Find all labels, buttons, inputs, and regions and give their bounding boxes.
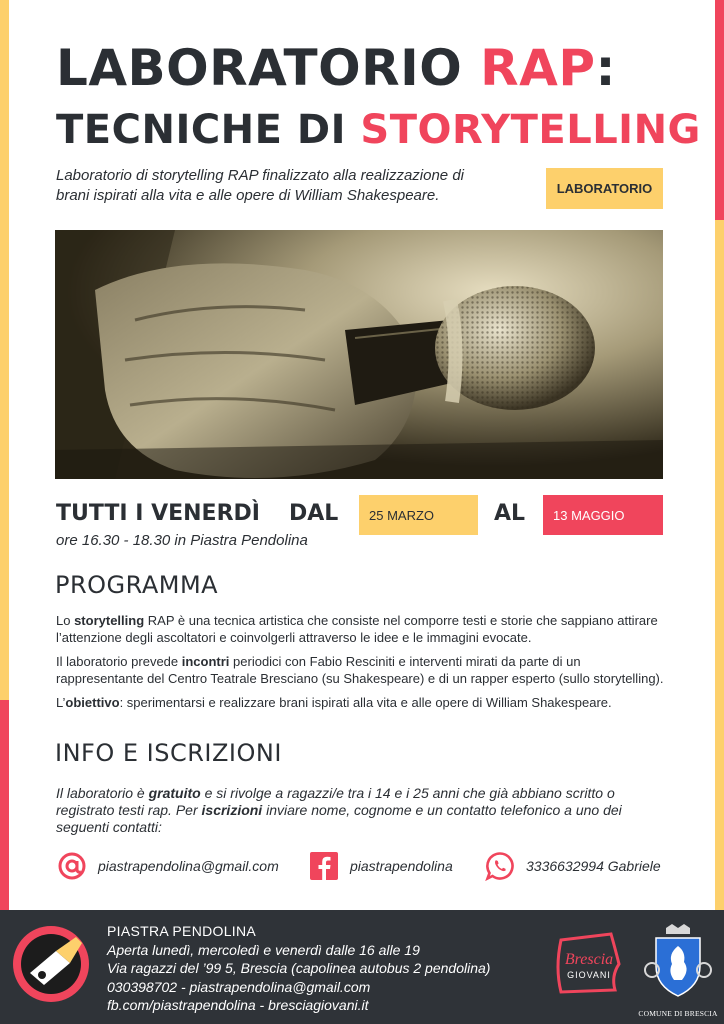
programma-paragraph-3 (56, 694, 670, 711)
p2-bold: incontri (181, 654, 230, 669)
info-bold-gratuito: gratuito (148, 785, 201, 801)
contact-email-label: piastrapendolina@gmail.com (98, 858, 279, 874)
title-storytelling: STORYTELLING (360, 107, 701, 153)
contact-facebook-label: piastrapendolina (350, 858, 453, 874)
footer (0, 910, 724, 1024)
contact-facebook[interactable] (308, 848, 453, 884)
programma-paragraph-2 (56, 653, 670, 687)
info-text-1: Il laboratorio è (56, 785, 149, 801)
p1-bold: storytelling (74, 613, 145, 628)
schedule-from-date: 25 MARZO (359, 495, 478, 535)
giovani-logo-word: GIOVANI (567, 970, 611, 980)
footer-links[interactable]: fb.com/piastrapendolina - bresciagiovani.it (107, 997, 369, 1013)
piastra-pendolina-logo (12, 923, 90, 1005)
right-edge-yellow-bar (715, 220, 724, 910)
facebook-icon (308, 850, 340, 882)
schedule-hours: ore 16.30 - 18.30 in Piastra Pendolina (56, 532, 308, 549)
intro-text: Laboratorio di storytelling RAP finalizzato alla realizzazione di brani ispirati alla vita e alle opere di William Shakespeare. (56, 167, 464, 204)
title-line-2 (56, 104, 701, 156)
schedule-days: TUTTI I VENERDÌ (56, 501, 260, 526)
microphone-fist-illustration (55, 230, 663, 479)
schedule-to-label: AL (494, 501, 526, 526)
title-line-1 (56, 38, 676, 98)
at-icon (56, 850, 88, 882)
brescia-logo-word: Brescia (564, 951, 614, 968)
p3-bold: obiettivo (65, 695, 120, 710)
poster-title (56, 38, 701, 156)
title-tecniche-di: TECNICHE DI (56, 107, 361, 153)
footer-phone-email[interactable]: 030398702 - piastrapendolina@gmail.com (107, 978, 371, 995)
comune-label: COMUNE DI BRESCIA (638, 1009, 718, 1018)
title-laboratorio: LABORATORIO (56, 39, 481, 97)
info-text-5: inviare nome, cognome e un contatto telefonico a uno dei seguenti contatti: (56, 802, 622, 835)
p2-text-a: Il laboratorio prevede (56, 654, 182, 669)
info-heading: INFO E ISCRIZIONI (55, 739, 282, 767)
contact-phone[interactable] (484, 848, 661, 884)
left-edge-red-bar (0, 700, 9, 910)
left-edge-yellow-bar (0, 0, 9, 700)
contact-phone-label: 3336632994 Gabriele (526, 858, 661, 874)
programma-paragraph-1 (56, 612, 670, 646)
schedule-to-date: 13 MAGGIO (543, 495, 663, 535)
brescia-giovani-logo (553, 930, 625, 996)
info-bold-iscrizioni: iscrizioni (201, 802, 263, 818)
footer-info (107, 922, 490, 1015)
footer-address: Via ragazzi del ’99 5, Brescia (capolinea autobus 2 pendolina) (107, 960, 491, 976)
category-badge: LABORATORIO (546, 168, 663, 209)
info-body (56, 785, 636, 836)
p2-text-c: periodici con Fabio Resciniti e interventi mirati da parte di un rappresentante del Centro Teatrale Bresciano (su Shakespeare) e di un rapper esperto (sullo storytelling). (56, 654, 664, 686)
p3-text-a: L’ (56, 695, 66, 710)
p1-text-a: Lo (56, 613, 75, 628)
info-text-3: e si rivolge a ragazzi/e tra i 14 e i 25 anni che già abbiano scritto o registrato testi rap. Per (56, 785, 615, 818)
comune-di-brescia-crest (638, 922, 718, 1018)
title-rap: RAP (480, 39, 596, 97)
microphone-fist-photo (55, 230, 663, 479)
contact-email[interactable] (56, 848, 279, 884)
footer-hours: Aperta lunedì, mercoledì e venerdì dalle 16 alle 19 (107, 941, 420, 958)
right-edge-red-bar (715, 0, 724, 220)
contact-list (56, 848, 676, 884)
schedule-from-label: DAL (289, 501, 339, 526)
p1-text-c: RAP è una tecnica artistica che consiste nel comporre testi e storie che sappiano attirare l’attenzione degli ascoltatori e coinvolgerli attraverso le idee e le immagini evocate. (56, 613, 658, 645)
whatsapp-icon (484, 850, 516, 882)
title-colon: : (595, 39, 616, 97)
programma-heading: PROGRAMMA (55, 571, 219, 599)
programma-body (56, 612, 670, 718)
footer-title: PIASTRA PENDOLINA (107, 923, 257, 939)
p3-text-c: : sperimentarsi e realizzare brani ispirati alla vita e alle opere di William Shakespeare. (119, 695, 612, 710)
